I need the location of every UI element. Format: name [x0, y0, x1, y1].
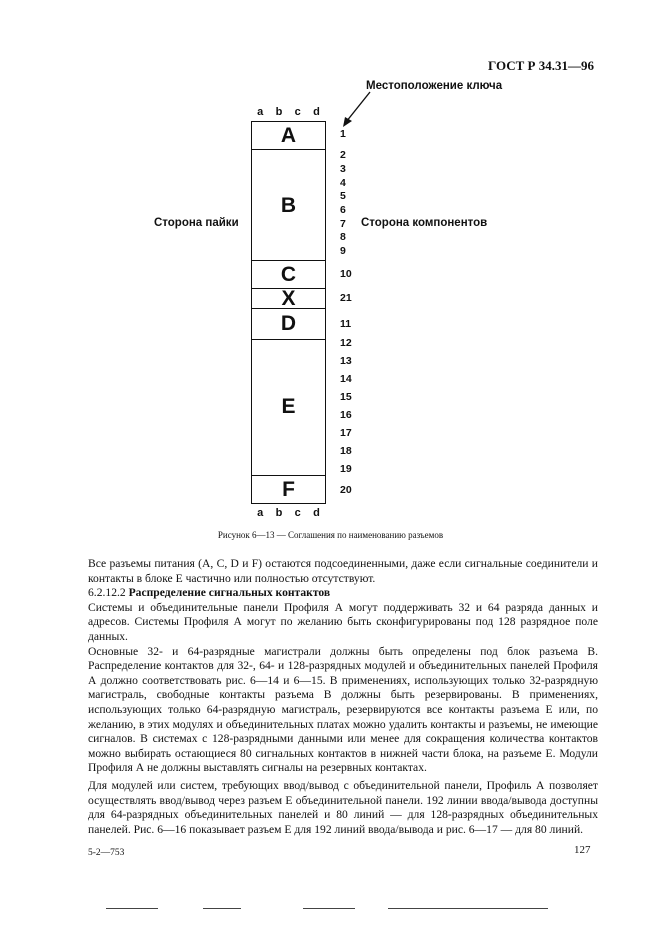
pin-number: 19: [340, 463, 352, 475]
pin-number: 14: [340, 373, 352, 385]
column-labels-top: [251, 106, 326, 118]
right-side-label: Сторона компонентов: [361, 217, 488, 229]
pin-number: 15: [340, 391, 352, 403]
standard-header: ГОСТ Р 34.31—96: [488, 58, 594, 73]
segment-x-letter: X: [281, 287, 296, 310]
segment-d-letter: D: [280, 312, 297, 335]
paragraph-power-connectors: Все разъемы питания (А, С, D и F) остаются подсоединенными, даже если сигнальные соединители и контакты в блоке Е частично или полностью отсутствуют.: [88, 557, 598, 585]
page-number: 127: [574, 844, 591, 856]
left-side-label: Сторона пайки: [154, 217, 239, 229]
key-arrow-icon: [340, 88, 380, 130]
figure-caption: Рисунок 6—13 — Соглашения по наименованию разъемов: [217, 530, 444, 540]
scan-line: [303, 908, 355, 909]
column-label-d-bottom: d: [313, 507, 320, 519]
segment-c-letter: C: [280, 263, 297, 286]
scan-line: [106, 908, 158, 909]
column-label-b-bottom: b: [275, 507, 283, 519]
column-label-c-bottom: c: [294, 507, 301, 519]
pin-number: 3: [340, 163, 346, 175]
segment-divider: [252, 475, 325, 476]
pin-number: 16: [340, 409, 352, 421]
pin-number: 12: [340, 337, 352, 349]
pin-number: 17: [340, 427, 352, 439]
pin-number: 4: [340, 177, 346, 189]
pin-number: 6: [340, 204, 346, 216]
segment-b-letter: B: [280, 194, 297, 217]
pin-number: 10: [340, 268, 352, 280]
pin-number: 21: [340, 292, 352, 304]
pin-number: 7: [340, 218, 346, 230]
body-text: [88, 557, 598, 837]
pin-number: 5: [340, 190, 346, 202]
segment-f-letter: F: [282, 478, 295, 501]
column-labels-bottom: [251, 507, 326, 519]
pin-number: 20: [340, 484, 352, 496]
paragraph-profile-a: Системы и объединительные панели Профиля А могут поддерживать 32 и 64 разряда данных и адресов. Системы Профиля А могут по желанию быть сконфигурированы под 128 разрядное поле данных.: [88, 600, 598, 643]
section-number: 6.2.12.2: [88, 586, 126, 600]
segment-divider: [252, 308, 325, 309]
pin-number: 1: [340, 128, 346, 140]
key-location-label: Местоположение ключа: [366, 80, 503, 92]
paragraph-main-buses: Основные 32- и 64-разрядные магистрали должны быть определены под блок разъема В. Распределение контактов для 32-, 64- и 128-разрядных модулей и объединительных панелей Профиля А должно соответствовать рис. 6—14 и 6—15. В применениях, использующих только 32-разрядную магистраль, свободные контакты разъема В должны быть резервированы. В применениях, использующих только 64-разрядную магистраль, резервируются все контакты разъема Е или, по желанию, в этих модулях и объединительных платах можно удалить контакты и разъемы, не имеющие сигналов. В системах с 128-разрядными данными или менее для сокращения количества контактов можно выбирать остающиеся 80 сигнальных контактов в нижней части блока, на разъеме Е. Модули Профиля А не должны выставлять сигналы на резервных контактах.: [88, 644, 598, 775]
section-heading: [88, 586, 598, 601]
column-label-a-top: a: [257, 106, 264, 118]
column-label-d-top: d: [313, 106, 320, 118]
pin-number: 13: [340, 355, 352, 367]
scan-line: [203, 908, 241, 909]
column-label-a-bottom: a: [257, 507, 264, 519]
column-label-b-top: b: [275, 106, 283, 118]
segment-divider: [252, 260, 325, 261]
section-title: Распределение сигнальных контактов: [128, 586, 331, 600]
pin-number: 8: [340, 231, 346, 243]
column-label-c-top: c: [294, 106, 301, 118]
paragraph-io: Для модулей или систем, требующих ввод/вывод с объединительной панели, Профиль А позволяет осуществлять ввод/вывод через разъем Е объединительной панели. 192 линии ввода/вывода доступны для 64-разрядных объединительных панелей и 80 линий — для 128-разрядных объединительных панелей. Рис. 6—16 показывает разъем Е для 192 линий ввода/вывода и рис. 6—17 — для 80 линий.: [88, 778, 598, 836]
pin-number: 18: [340, 445, 352, 457]
segment-divider: [252, 339, 325, 340]
scan-line: [388, 908, 548, 909]
segment-a-letter: A: [280, 124, 297, 147]
connector-diagram: [251, 121, 326, 504]
footer-code: 5-2—753: [88, 848, 125, 858]
segment-divider: [252, 149, 325, 150]
pin-number: 9: [340, 245, 346, 257]
pin-number: 11: [340, 318, 352, 330]
pin-number: 2: [340, 149, 346, 161]
segment-e-letter: E: [281, 395, 296, 418]
